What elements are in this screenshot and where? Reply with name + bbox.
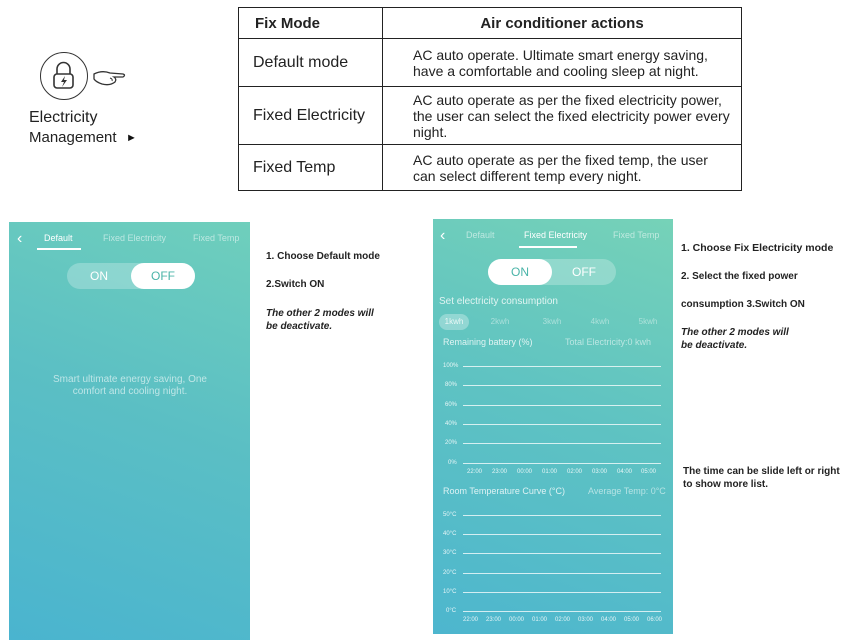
instruction-step2: 2.Switch ON bbox=[266, 279, 325, 290]
temp-chart-title: Room Temperature Curve (°C) bbox=[443, 486, 565, 496]
tab-fixed-electricity[interactable]: Fixed Electricity bbox=[524, 230, 588, 240]
arrow-right-icon: ► bbox=[126, 132, 137, 144]
instruction2-step2: 2. Select the fixed power bbox=[681, 271, 798, 282]
battery-ytick: 0% bbox=[448, 460, 457, 466]
gridline bbox=[463, 424, 661, 425]
gridline bbox=[463, 515, 661, 516]
set-consumption-label: Set electricity consumption bbox=[439, 296, 558, 307]
total-electricity-label: Total Electricity:0 kwh bbox=[565, 337, 652, 347]
instruction-step1: 1. Choose Default mode bbox=[266, 251, 380, 262]
mode-description: Smart ultimate energy saving, One comfort and cooling night. bbox=[53, 374, 207, 397]
back-icon[interactable]: ‹ bbox=[17, 230, 23, 247]
temp-xtick: 06:00 bbox=[647, 617, 663, 623]
tab-fixed-temp[interactable]: Fixed Temp bbox=[613, 230, 660, 240]
temp-xtick: 23:00 bbox=[486, 617, 502, 623]
tab-bar bbox=[9, 222, 250, 254]
slide-hint: The time can be slide left or right to show more list. bbox=[683, 466, 840, 490]
instruction2-step1: 1. Choose Fix Electricity mode bbox=[681, 242, 834, 254]
gridline bbox=[463, 573, 661, 574]
battery-xtick: 22:00 bbox=[467, 469, 483, 475]
battery-ytick: 20% bbox=[445, 440, 458, 446]
management-label: Management bbox=[29, 129, 117, 146]
temp-xtick: 04:00 bbox=[601, 617, 617, 623]
battery-xtick: 00:00 bbox=[517, 469, 533, 475]
instruction-note: The other 2 modes will be deactivate. bbox=[266, 308, 374, 332]
gridline bbox=[463, 592, 661, 593]
electricity-label: Electricity bbox=[29, 109, 98, 126]
temp-ytick: 40°C bbox=[443, 531, 457, 537]
gridline bbox=[463, 443, 661, 444]
battery-xtick: 05:00 bbox=[641, 469, 657, 475]
header-fix-mode: Fix Mode bbox=[239, 8, 383, 39]
table-row bbox=[239, 39, 742, 87]
tab-bar bbox=[433, 219, 673, 251]
mode-cell: Fixed Electricity bbox=[239, 87, 383, 145]
battery-ytick: 40% bbox=[445, 421, 458, 427]
toggle-on[interactable]: ON bbox=[90, 269, 108, 283]
gridline bbox=[463, 385, 661, 386]
mode-cell: Fixed Temp bbox=[239, 145, 383, 191]
mode-table bbox=[238, 7, 742, 191]
phone-fixed-electricity-mode bbox=[433, 219, 673, 634]
gridline bbox=[463, 463, 661, 464]
average-temp-label: Average Temp: 0°C bbox=[588, 486, 666, 496]
action-cell: AC auto operate as per the fixed temp, the user can select different temp every night. bbox=[383, 145, 742, 191]
temp-ytick: 50°C bbox=[443, 512, 457, 518]
tab-fixed-electricity[interactable]: Fixed Electricity bbox=[103, 233, 167, 243]
gridline bbox=[463, 611, 661, 612]
temp-ytick: 20°C bbox=[443, 570, 457, 576]
battery-xtick: 01:00 bbox=[542, 469, 558, 475]
table-row bbox=[239, 87, 742, 145]
instruction2-note: The other 2 modes will be deactivate. bbox=[681, 327, 789, 351]
temp-ytick: 0°C bbox=[446, 608, 457, 614]
active-tab-indicator bbox=[519, 246, 577, 248]
battery-xtick: 23:00 bbox=[492, 469, 508, 475]
temp-xtick: 02:00 bbox=[555, 617, 571, 623]
on-off-toggle[interactable] bbox=[67, 263, 195, 289]
action-cell: AC auto operate. Ultimate smart energy saving, have a comfortable and cooling sleep at night. bbox=[383, 39, 742, 87]
mode-cell: Default mode bbox=[239, 39, 383, 87]
pointing-hand-icon bbox=[92, 68, 128, 93]
toggle-on[interactable]: ON bbox=[488, 259, 552, 285]
battery-ytick: 100% bbox=[443, 363, 459, 369]
gridline bbox=[463, 534, 661, 535]
toggle-off[interactable]: OFF bbox=[131, 263, 195, 289]
table-row bbox=[239, 145, 742, 191]
gridline bbox=[463, 405, 661, 406]
tab-fixed-temp[interactable]: Fixed Temp bbox=[193, 233, 240, 243]
lock-icon[interactable] bbox=[40, 52, 88, 100]
temp-ytick: 30°C bbox=[443, 550, 457, 556]
pill-5kwh[interactable]: 5kwh bbox=[638, 317, 658, 326]
back-icon[interactable]: ‹ bbox=[440, 227, 446, 244]
table-header-row bbox=[239, 8, 742, 39]
on-off-toggle[interactable] bbox=[488, 259, 616, 285]
gridline bbox=[463, 366, 661, 367]
temp-xtick: 05:00 bbox=[624, 617, 640, 623]
instruction2-step3: consumption 3.Switch ON bbox=[681, 299, 805, 310]
pill-4kwh[interactable]: 4kwh bbox=[590, 317, 610, 326]
battery-xtick: 03:00 bbox=[592, 469, 608, 475]
pill-1kwh[interactable]: 1kwh bbox=[439, 314, 469, 330]
header-actions: Air conditioner actions bbox=[383, 8, 742, 39]
gridline bbox=[463, 553, 661, 554]
temp-xtick: 22:00 bbox=[463, 617, 479, 623]
temp-xtick: 01:00 bbox=[532, 617, 548, 623]
active-tab-indicator bbox=[37, 248, 81, 250]
battery-ytick: 60% bbox=[445, 402, 458, 408]
temp-xtick: 00:00 bbox=[509, 617, 525, 623]
phone-default-mode bbox=[9, 222, 250, 640]
temp-xtick: 03:00 bbox=[578, 617, 594, 623]
battery-chart-title: Remaining battery (%) bbox=[443, 337, 533, 347]
pill-2kwh[interactable]: 2kwh bbox=[490, 317, 510, 326]
temp-ytick: 10°C bbox=[443, 589, 457, 595]
battery-ytick: 80% bbox=[445, 382, 458, 388]
battery-xtick: 02:00 bbox=[567, 469, 583, 475]
pill-3kwh[interactable]: 3kwh bbox=[542, 317, 562, 326]
battery-xtick: 04:00 bbox=[617, 469, 633, 475]
action-cell: AC auto operate as per the fixed electricity power, the user can select the fixed electricity power every night. bbox=[383, 87, 742, 145]
tab-default[interactable]: Default bbox=[44, 233, 73, 243]
tab-default[interactable]: Default bbox=[466, 230, 495, 240]
toggle-off[interactable]: OFF bbox=[572, 265, 596, 279]
